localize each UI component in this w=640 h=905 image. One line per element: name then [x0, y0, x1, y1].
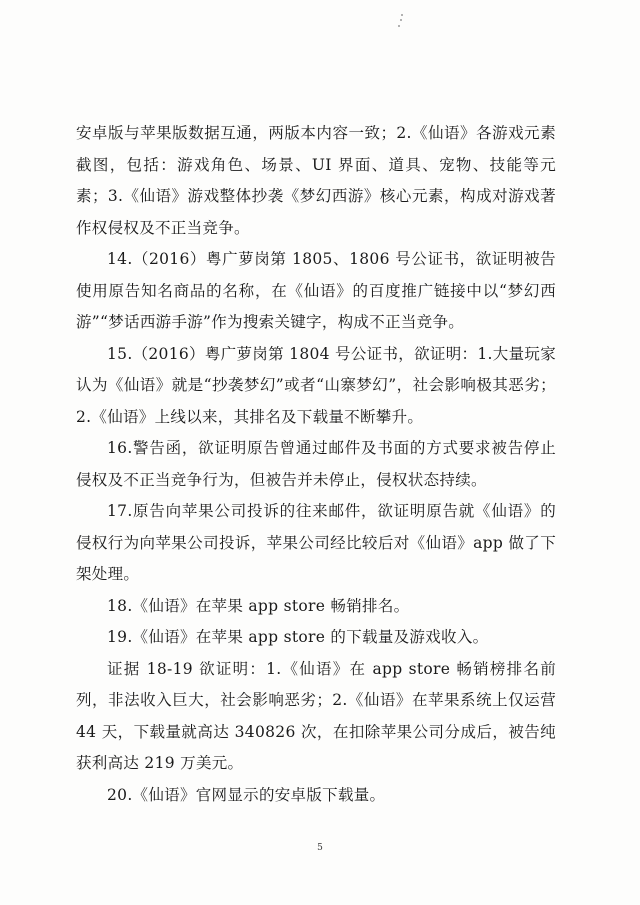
paragraph-evidence-14: 14.（2016）粤广萝岗第 1805、1806 号公证书，欲证明被告使用原告知名商品的名称，在《仙语》的百度推广链接中以“梦幻西游”“梦话西游手游”作为搜索关键字，构成不正当竞争。 — [76, 250, 556, 331]
paragraph-evidence-18-19-summary: 证据 18-19 欲证明：1.《仙语》在 app store 畅销榜排名前列，非法收入巨大，社会影响恶劣；2.《仙语》在苹果系统上仅运营 44 天，下载量就高达 340826 次，在扣除苹果公司分成后，被告纯获利高达 219 万美元。 — [76, 659, 556, 772]
document-body — [76, 118, 556, 811]
paragraph-evidence-16: 16.警告函，欲证明原告曾通过邮件及书面的方式要求被告停止侵权及不正当竞争行为，但被告并未停止，侵权状态持续。 — [76, 439, 556, 489]
paragraph-evidence-15: 15.（2016）粤广萝岗第 1804 号公证书，欲证明：1.大量玩家认为《仙语》就是“抄袭梦幻”或者“山寨梦幻”，社会影响极其恶劣；2.《仙语》上线以来，其排名及下载量不断攀升。 — [76, 344, 556, 426]
page-number: 5 — [317, 843, 323, 853]
scan-speck — [398, 14, 404, 28]
paragraph-continued: 安卓版与苹果版数据互通，两版本内容一致；2.《仙语》各游戏元素截图，包括：游戏角色、场景、UI 界面、道具、宠物、技能等元素；3.《仙语》游戏整体抄袭《梦幻西游》核心元素，构成对游戏著作权侵权及不正当竞争。 — [76, 124, 556, 237]
paragraph-evidence-20: 20.《仙语》官网显示的安卓版下载量。 — [107, 785, 386, 804]
paragraph-evidence-17: 17.原告向苹果公司投诉的往来邮件，欲证明原告就《仙语》的侵权行为向苹果公司投诉，苹果公司经比较后对《仙语》app 做了下架处理。 — [76, 502, 556, 583]
paragraph-evidence-19: 19.《仙语》在苹果 app store 的下载量及游戏收入。 — [107, 628, 489, 646]
paragraph-evidence-18: 18.《仙语》在苹果 app store 畅销排名。 — [107, 596, 410, 615]
